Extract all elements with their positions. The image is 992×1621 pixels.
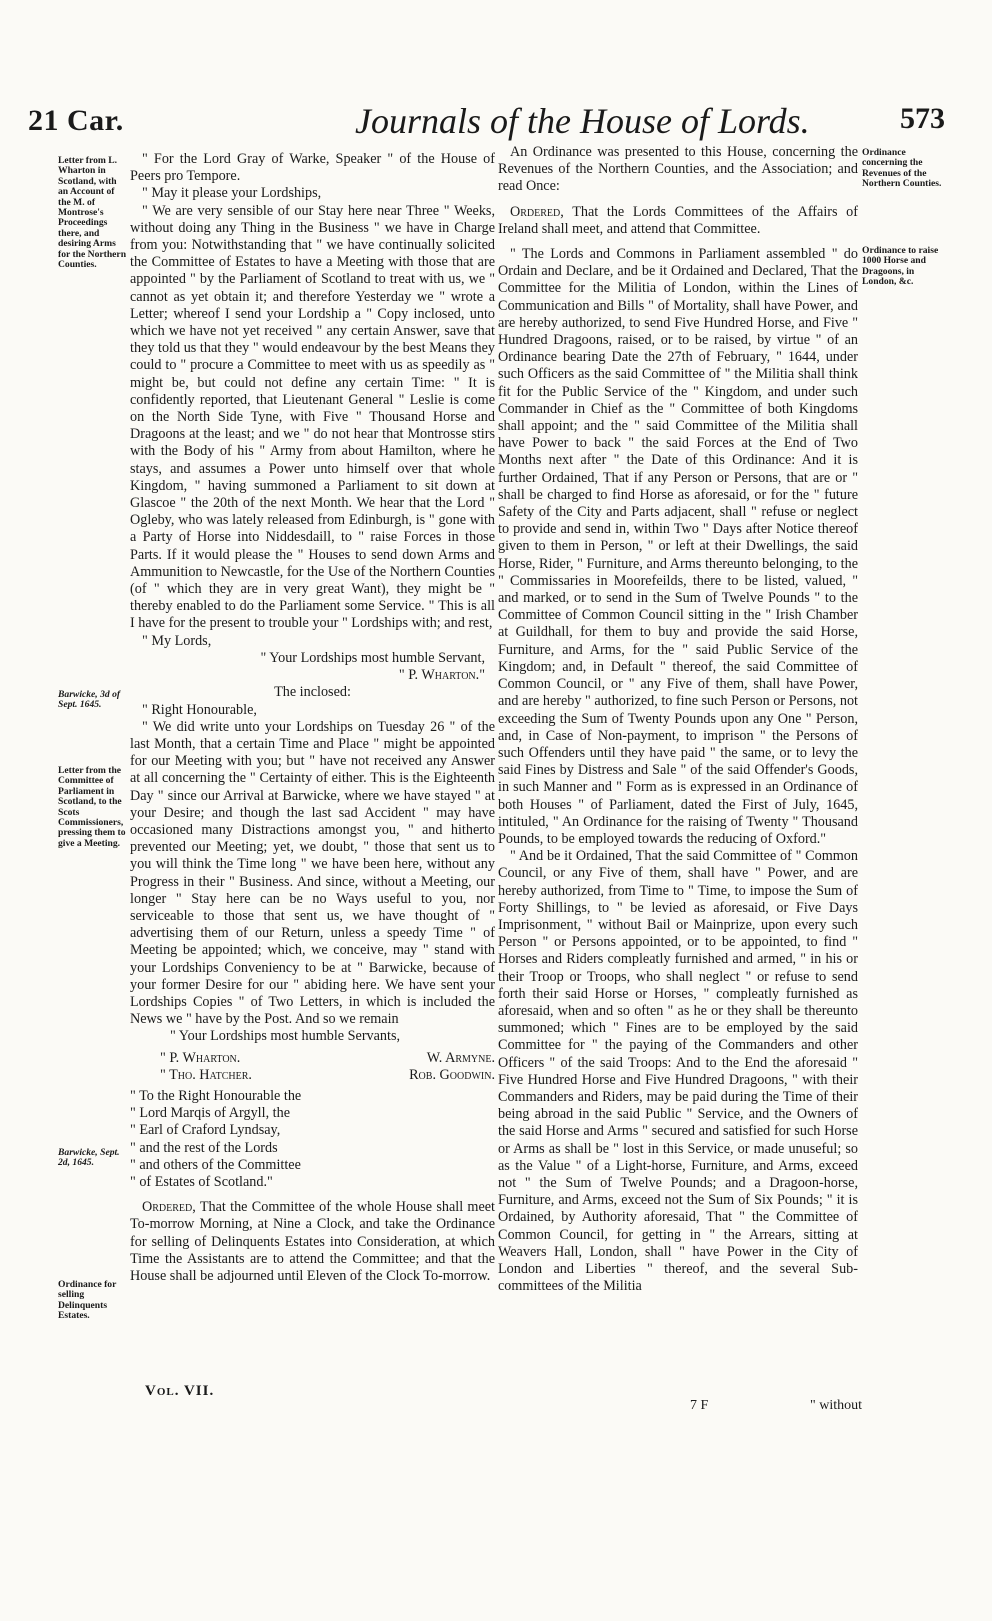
address-line: " of Estates of Scotland." — [130, 1173, 273, 1190]
signatory: Rob. Goodwin. — [409, 1066, 495, 1083]
letter-signature: " P. Wharton." — [398, 667, 485, 684]
address-line: " To the Right Honourable the — [130, 1087, 302, 1104]
margin-note-wharton-letter: Letter from L. Wharton in Scotland, with an Account of the M. of Montrose's Proceedings there, and desiring Arms for the Northern Counties. — [58, 155, 127, 271]
second-letter-closing: " Your Lordships most humble Servants, — [170, 1028, 401, 1045]
volume-mark: Vol. VII. — [145, 1383, 215, 1399]
regnal-year: 21 Car. — [28, 104, 124, 137]
ordinance-paragraph-2: " And be it Ordained, That the said Committee of " Common Council, or any Five of them, shall have " Power, and are hereby authorized, from Time to " Time, to impose the Sum of Forty Shillings, to " be levied as aforesaid, or Five Days Imprisonment, " without Bail or Mainprize, upon every such Person " or Persons appointed, or to be appointed, to find " Horses and Riders compleatly furnished and armed, " in his or their Troop or Troops, who shall neglect " or refuse to send forth their said Horse or Horses, " compleatly furnished as aforesaid, when and so often " as he or they shall be thereunto summoned; which " Fines are to be employed by the said Committee for " the paying of the Commanders and other Officers " of the said Troops: And to the End the aforesaid " Five Hundred Horse and Five Hundred Dragoons, " with their Commanders and Riders, may be paid during the Time of their being abroad in the said Public " Service, and the Owners of the said Horse and Arms " secured and satisfied for such Horse or Arms as shall be " lost in this Service, or made unuseful; so as the Value " of a Light-horse, Furniture, and Arms, exceed not " the Sum of Twelve Pounds; and a Dragoon-horse, Furniture, and Arms, exceed not the Sum of Six Pounds; " it is Ordained, by Authority aforesaid, That " the Committee of Common Council, for getting in " the Arrears, sitting at Weavers Hall, London, shall " have Power in the City of London and Liberties " thereof, and the several Sub-committees of the Militia — [498, 848, 858, 1295]
signatories-row-1 — [160, 1050, 495, 1067]
address-line: " Earl of Craford Lyndsay, — [130, 1122, 281, 1139]
margin-note-barwicke-date-1: Barwicke, 3d of Sept. 1645. — [58, 689, 121, 711]
address-line: " and the rest of the Lords — [130, 1139, 278, 1156]
signatory: " P. Wharton. — [160, 1049, 241, 1066]
ordered-ireland-paragraph — [498, 204, 858, 238]
letter-closing-lords: " My Lords, — [142, 632, 212, 649]
letter-salutation: " May it please your Lordships, — [142, 185, 322, 202]
letter-address: " For the Lord Gray of Warke, Speaker " of the House of Peers pro Tempore. — [130, 151, 495, 185]
left-column — [130, 151, 495, 1285]
inclosed-heading: The inclosed: — [274, 684, 351, 701]
ordered-heading: Ordered, — [510, 203, 564, 220]
margin-note-barwicke-date-2: Barwicke, Sept. 2d, 1645. — [58, 1147, 120, 1169]
signature-mark: 7 F — [690, 1398, 709, 1413]
running-title: Journals of the House of Lords. — [355, 101, 810, 141]
second-letter-salutation: " Right Honourable, — [142, 701, 257, 718]
page-header — [0, 100, 992, 146]
ordered-heading: Ordered, — [142, 1199, 196, 1216]
right-column — [498, 144, 858, 1295]
margin-note-horse-dragoons: Ordinance to raise 1000 Horse and Dragoons, in London, &c. — [862, 245, 939, 288]
ordinance-paragraph-1: " The Lords and Commons in Parliament assembled " do Ordain and Declare, and be it Ordained and Declared, That the Committee for the Militia of London, within the Lines of Communication and Bills " of Mortality, shall have Power, and are hereby authorized, to send Five Hundred Horse, and Five " Hundred Dragoons, raised, or to be raised, by virtue " of an Ordinance bearing Date the 27th of February, " 1644, under such Officers as the said Committee of " the Militia shall think fit for the Public Service of the " Kingdom, and under such Commander in Chief as the " Committee of both Kingdoms shall appoint; and the " said Committee of the Militia shall have Power to back " the said Forces at the End of Two Months next after " the Date of this Ordinance: And it is further Ordained, That if any Person or Persons, that are or " shall be charged to find Horse as aforesaid, or for the " future Safety of the City and Parts adjacent, shall " refuse or neglect to provide and send in, within Two " Days after Notice thereof given to them in Person, " or left at their Dwellings, the said Horse, Rider, " Furniture, and Arms thereunto belonging, to the " Commissaries in Moorefeilds, there to be listed, valued, " and marked, or to send in the Sum of Twelve Pounds " to the Committee of Common Council sitting in the " Irish Chamber at Guildhall, for them to buy and provide the said Horse, Furniture, and Arms, for the " said Public Service of the Kingdom; and, in Default " thereof, the said Committee of Common Council, or " any Five of them, shall have Power, and are hereby " authorized, to fine such Person or Persons, not exceeding the Sum of Twenty Pounds upon any One " Person, and, in Case of Non-payment, to imprison " the Persons of such Offenders until they have paid " the same, or to levy the said Fines by Distress and Sale " of the said Offender's Goods, in such Manner and " Form as is expressed in an Ordinance of both Houses " of Parliament, dated the First of July, 1645, intituled, " An Ordinance for the raising of Twenty " Thousand Pounds, to be employed towards the reducing of Oxford." — [498, 246, 858, 847]
ordered-text: That the Lords Committees of the Affairs of Ireland shall meet, and attend that Committee. — [498, 203, 859, 237]
page-number: 573 — [900, 102, 945, 135]
margin-note-scots-committee-letter: Letter from the Committee of Parliament in Scotland, to the Scots Commissioners, pressing them to give a Meeting. — [58, 765, 126, 849]
signatory: " Tho. Hatcher. — [160, 1066, 252, 1083]
margin-note-delinquents-ordinance: Ordinance for selling Delinquents Estates. — [58, 1279, 117, 1322]
ordinance-presented-paragraph: An Ordinance was presented to this House, concerning the Revenues of the Northern Counties, and the Association; and read Once: — [498, 144, 858, 195]
signatory: W. Armyne. — [426, 1049, 495, 1066]
ordered-paragraph — [130, 1199, 495, 1285]
letter-closing-servant: " Your Lordships most humble Servant, — [260, 649, 485, 666]
catchword: " without — [810, 1398, 862, 1413]
address-line: " Lord Marqis of Argyll, the — [130, 1105, 290, 1122]
ordered-text: That the Committee of the whole House shall meet To-morrow Morning, at Nine a Clock, and take the Ordinance for selling of Delinquents Estates into Consideration, at which Time the Assistants are to attend the Committee; and that the House shall be adjourned until Eleven of the Clock To-morrow. — [130, 1199, 495, 1284]
margin-note-northern-revenues: Ordinance concerning the Revenues of the Northern Counties. — [862, 147, 942, 190]
second-letter-body: " We did write unto your Lordships on Tuesday 26 " of the last Month, that a certain Time and Place " might be appointed for our Meeting with you; but " have not received any Answer at all concerning the " Certainty of either. This is the Eighteenth Day " since our Arrival at Barwicke, where we have stayed " at your Desire; and though the last sad Accident " may have occasioned many Distractions amongst you, " and hitherto prevented our Meeting; yet, we doubt, " those that sent us to you will think the Time long " we have been here, without any Progress in their " Business. And since, without a Meeting, our longer " Stay here can be no Ways useful to you, nor serviceable to those that sent us, we have thought of " advertising them of our Return, unless a speedy Time " of Meeting be appointed; which, we conceive, may " stand with your Lordships Conveniency to be at " Barwicke, because of your former Desire for our " abiding here. We have sent your Lordships Copies " of Two Letters, in which is included the News we " have by the Post. And so we remain — [130, 718, 495, 1028]
letter-body: " We are very sensible of our Stay here near Three " Weeks, without doing any Thing in the Business " we have in Charge from you: Notwithstanding that " we have continually solicited the Committee of Estates to have a Meeting with those that are appointed " by the Parliament of Scotland to treat with us, we " cannot as yet obtain it; and therefore Yesterday we " wrote a Letter; whereof I send your Lordship a " Copy inclosed, unto which we have not yet received " any certain Answer, save that they told us that they " would endeavour by the best Means they could to " procure a Committee to meet with us as speedily as " might be, but could not define any certain Time: " It is confidently reported, that Lieutenant General " Leslie is come on the North Side Tyne, with Five " Thousand Horse and Dragoons at the least; and we " do not hear that Montrosse stirs with the Body of his " Army from about Hamilton, where he stays, and assumes a Power unto himself over that whole Kingdom, " having summoned a Parliament to sit down at Glascoe " the 20th of the next Month. We hear that the Lord " Ogleby, who was lately released from Edinburgh, is " gone with a Party of Horse into Niddesdaill, to " raise Forces in those Parts. If it would please the " Houses to send down Arms and Ammunition to Newcastle, for the Use of the Northern Counties (of " which they are in very great Want), they might be " thereby enabled to do the Parliament some Service. " This is all I have for the present to trouble your " Lordships with; and rest, — [130, 202, 495, 632]
signatories-row-2 — [160, 1067, 495, 1084]
address-line: " and others of the Committee — [130, 1156, 301, 1173]
